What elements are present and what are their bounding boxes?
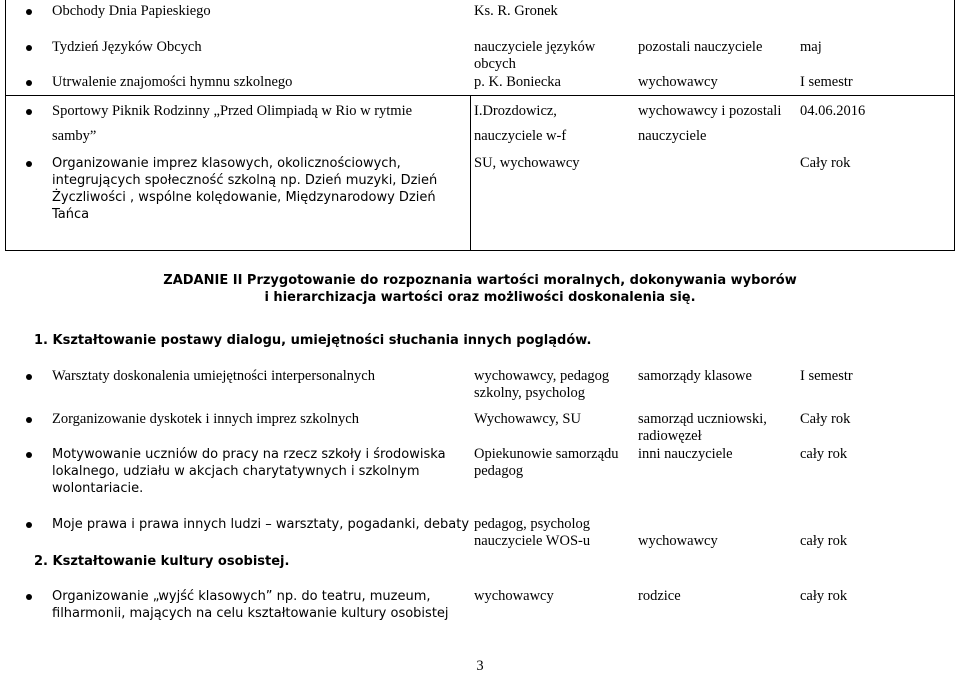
list-bullet [26,417,32,423]
list-bullet [26,452,32,458]
task-text: Organizowanie imprez klasowych, okolicznościowych, [52,156,401,171]
task-text: Warsztaty doskonalenia umiejętności interpersonalnych [52,368,375,384]
date-text: cały rok [800,588,848,604]
responsible-text: szkolny, psycholog [474,385,586,401]
partners-text: samorządy klasowe [638,368,752,384]
responsible-text: nauczyciele języków obcych [474,39,596,72]
responsible-text: Wychowawcy, SU [474,411,581,427]
task-text: Tydzień Języków Obcych [52,39,202,55]
responsible-text: nauczyciele w-f [474,128,567,144]
table-border-bottom [5,250,955,251]
task-text: Motywowanie uczniów do pracy na rzecz szkoły i środowiska [52,447,446,462]
task-text: Moje prawa i prawa innych ludzi – warsztaty, pogadanki, debaty [52,517,470,532]
task-text: lokalnego, udziału w akcjach charytatywnych i szkolnym [52,464,420,479]
date-text: maj [800,39,822,55]
task-text: Sportowy Piknik Rodzinny „Przed Olimpiadą w Rio w rytmie [52,103,413,119]
table-row-divider [5,95,955,96]
table-col-divider [470,95,471,250]
partners-text: nauczyciele [638,128,707,144]
date-text: cały rok [800,533,848,549]
responsible-text: pedagog [474,463,524,479]
responsible-text: Opiekunowie samorządu [474,446,619,462]
partners-text: wychowawcy i pozostali [638,103,782,119]
page-number: 3 [476,658,484,674]
list-bullet [26,594,32,600]
partners-text: wychowawcy [638,74,718,90]
date-text: cały rok [800,446,848,462]
list-bullet [26,109,32,115]
task-text: samby” [52,128,97,144]
date-text: I semestr [800,368,853,384]
partners-text: wychowawcy [638,533,718,549]
task-text: Utrwalenie znajomości hymnu szkolnego [52,74,293,90]
task-text: Tańca [52,207,90,222]
partners-text: inni nauczyciele [638,446,733,462]
responsible-text: wychowawcy [474,588,554,604]
responsible-text: nauczyciele WOS-u [474,533,591,549]
list-bullet [26,161,32,167]
table-border-right [954,0,955,250]
task-text: Życzliwości , wspólne kolędowanie, Międzynarodowy Dzień [52,190,436,205]
list-bullet [26,45,32,51]
responsible-text: SU, wychowawcy [474,155,580,171]
list-bullet [26,9,32,15]
task-heading: ZADANIE II Przygotowanie do rozpoznania wartości moralnych, dokonywania wyborów [163,273,797,288]
task-heading: i hierarchizacja wartości oraz możliwości doskonalenia się. [264,290,696,305]
task-text: Organizowanie „wyjść klasowych” np. do teatru, muzeum, [52,589,431,604]
list-bullet [26,522,32,528]
responsible-text: wychowawcy, pedagog [474,368,610,384]
task-text: integrujących społeczność szkolną np. Dzień muzyki, Dzień [52,173,438,188]
responsible-text: p. K. Boniecka [474,74,561,90]
section-title: 1. Kształtowanie postawy dialogu, umiejętności słuchania innych poglądów. [34,333,592,348]
task-text: wolontariacie. [52,481,144,496]
section-title: 2. Kształtowanie kultury osobistej. [34,554,290,569]
partners-text: rodzice [638,588,681,604]
list-bullet [26,80,32,86]
task-text: filharmonii, mających na celu kształtowanie kultury osobistej [52,606,449,621]
task-text: Zorganizowanie dyskotek i innych imprez szkolnych [52,411,359,427]
partners-text: pozostali nauczyciele [638,39,763,55]
partners-text: radiowęzeł [638,428,702,444]
date-text: Cały rok [800,411,851,427]
responsible-text: Ks. R. Gronek [474,3,558,19]
responsible-text: I.Drozdowicz, [474,103,557,119]
list-bullet [26,374,32,380]
responsible-text: pedagog, psycholog [474,516,590,532]
table-border-left [5,0,6,250]
date-text: 04.06.2016 [800,103,866,119]
partners-text: samorząd uczniowski, [638,411,767,427]
date-text: Cały rok [800,155,851,171]
task-text: Obchody Dnia Papieskiego [52,3,211,19]
date-text: I semestr [800,74,853,90]
